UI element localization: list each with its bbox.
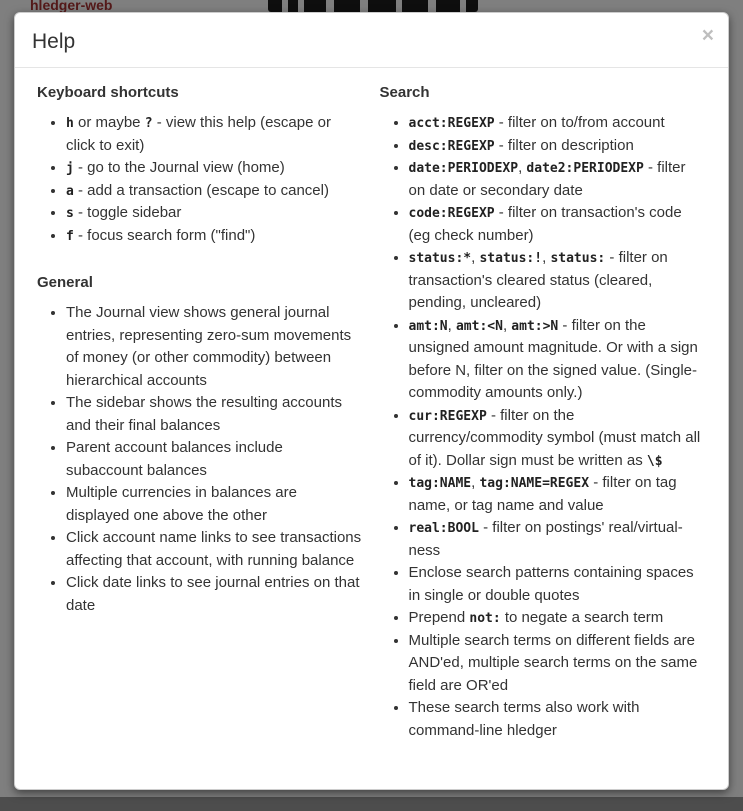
code-span: acct:REGEXP xyxy=(408,116,495,132)
code-span: amt:N xyxy=(408,318,448,334)
code-span: amt:<N xyxy=(455,318,503,334)
code-span: cur:REGEXP xyxy=(408,408,487,424)
left-column xyxy=(37,84,364,769)
code-span: code:REGEXP xyxy=(408,206,495,222)
list-item: • status:*, status:!, status: - filter on transaction's cleared status (cleared, pending, uncleared) xyxy=(409,247,707,315)
code-span: tag:NAME xyxy=(408,476,472,492)
code-span: ? xyxy=(144,116,153,132)
list-item: • The sidebar shows the resulting accounts and their final balances xyxy=(66,392,364,437)
list-item: • tag:NAME, tag:NAME=REGEX - filter on tag name, or tag name and value xyxy=(409,472,707,517)
code-span: real:BOOL xyxy=(408,521,479,537)
modal-header xyxy=(15,13,728,68)
help-modal xyxy=(14,12,729,790)
section-list xyxy=(37,302,364,617)
code-span: tag:NAME=REGEX xyxy=(479,476,590,492)
code-span: f xyxy=(66,228,74,244)
list-item: • date:PERIODEXP, date2:PERIODEXP - filter on date or secondary date xyxy=(409,157,707,202)
code-span: status:! xyxy=(479,251,543,267)
section-heading: Search xyxy=(379,84,430,102)
close-icon[interactable]: × xyxy=(701,24,714,47)
modal-body xyxy=(15,68,728,789)
list-item: • Click date links to see journal entries on that date xyxy=(66,572,364,617)
code-span: date2:PERIODEXP xyxy=(526,161,644,177)
list-item: • Enclose search patterns containing spaces in single or double quotes xyxy=(409,562,707,607)
code-span: s xyxy=(66,206,74,222)
section-list xyxy=(37,112,364,247)
modal-title: Help xyxy=(32,30,76,53)
list-item: • code:REGEXP - filter on transaction's code (eg check number) xyxy=(409,202,707,247)
list-item: • These search terms also work with command-line hledger xyxy=(409,697,707,742)
list-item: • j - go to the Journal view (home) xyxy=(66,157,364,180)
list-item: • s - toggle sidebar xyxy=(66,202,364,225)
list-item: • real:BOOL - filter on postings' real/virtual-ness xyxy=(409,517,707,562)
list-item: • amt:N, amt:<N, amt:>N - filter on the unsigned amount magnitude. Or with a sign before N, filter on the signed value. (Single-commodity amounts only.) xyxy=(409,315,707,405)
code-span: h xyxy=(66,116,74,132)
list-item: • Prepend not: to negate a search term xyxy=(409,607,707,630)
list-item: • The Journal view shows general journal entries, representing zero-sum movements of money (or other commodity) between hierarchical accounts xyxy=(66,302,364,392)
list-item: • Click account name links to see transactions affecting that account, with running balance xyxy=(66,527,364,572)
code-span: \$ xyxy=(646,453,663,469)
list-item: • cur:REGEXP - filter on the currency/commodity symbol (must match all of it). Dollar sign must be written as \$ xyxy=(409,405,707,473)
code-span: status:* xyxy=(408,251,472,267)
list-item: • a - add a transaction (escape to cancel) xyxy=(66,180,364,203)
code-span: date:PERIODEXP xyxy=(408,161,519,177)
list-item: • f - focus search form ("find") xyxy=(66,225,364,248)
list-item: • acct:REGEXP - filter on to/from account xyxy=(409,112,707,135)
right-column xyxy=(380,84,707,769)
section-list xyxy=(380,112,707,742)
code-span: desc:REGEXP xyxy=(408,138,495,154)
code-span: a xyxy=(66,183,74,199)
code-span: amt:>N xyxy=(511,318,559,334)
list-item: • Multiple search terms on different fields are AND'ed, multiple search terms on the same field are OR'ed xyxy=(409,630,707,698)
list-item: • Parent account balances include subaccount balances xyxy=(66,437,364,482)
section-heading: Keyboard shortcuts xyxy=(37,84,179,102)
list-item: • h or maybe ? - view this help (escape or click to exit) xyxy=(66,112,364,157)
section-heading: General xyxy=(37,274,93,292)
list-item: • Multiple currencies in balances are displayed one above the other xyxy=(66,482,364,527)
code-span: status: xyxy=(550,251,606,267)
code-span: not: xyxy=(469,611,501,627)
code-span: j xyxy=(66,161,74,177)
list-item: • desc:REGEXP - filter on description xyxy=(409,135,707,158)
